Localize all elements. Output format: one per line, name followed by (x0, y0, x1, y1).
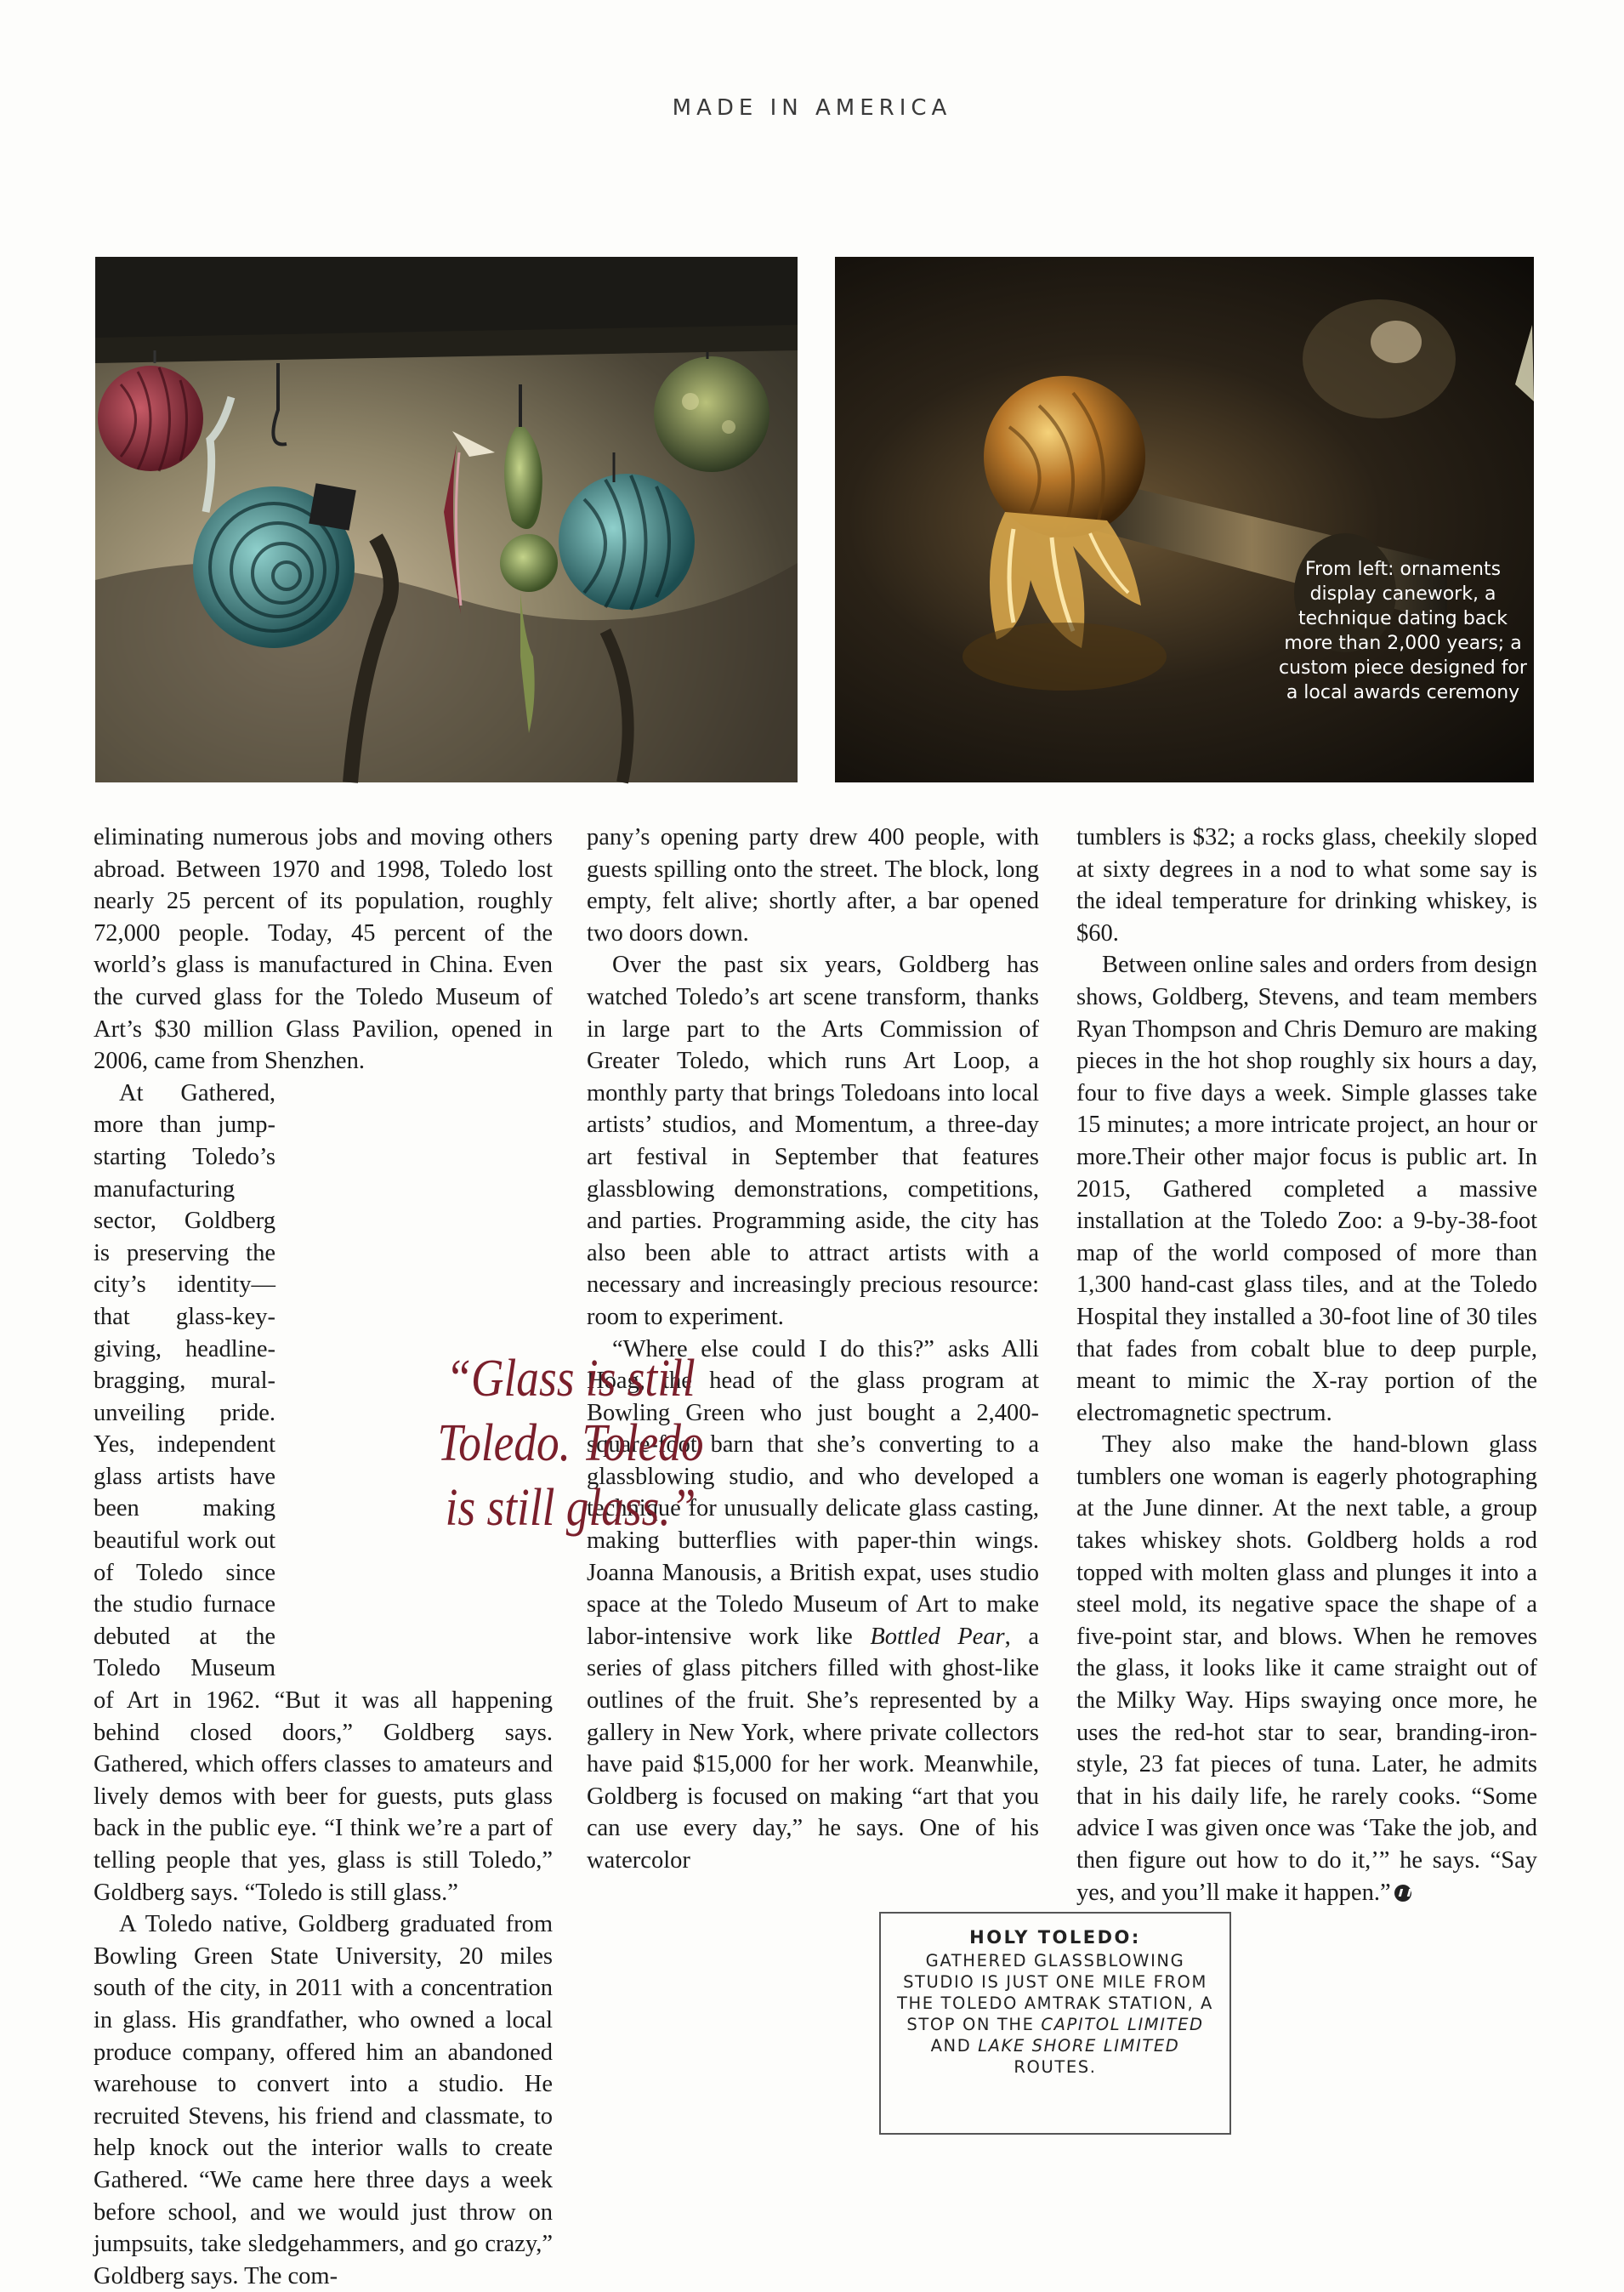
article-column-1 (94, 822, 553, 2292)
paragraph: At Gathered, more than jump-starting Toledo’s manufacturing sector, Goldberg is preserving the city’s identity—that glass-key-giving, headline-bragging, mural-unveiling pride. Yes, independent glass artists have been making beautiful work out of Toledo since the studio furnace debuted at the Toledo Museum of Art in 1962. “But it was all happening behind closed doors,” Goldberg says. Gathered, which offers classes to amateurs and lively demos with beer for guests, puts glass back in the public eye. “I think we’re a part of telling people that yes, glass is still Toledo,” Goldberg says. “Toledo is still glass.” (94, 1079, 553, 1906)
end-of-story-icon (1394, 1885, 1411, 1902)
pull-quote: “Glass is still Toledo. Toledo is still glass.” (437, 1350, 704, 1537)
paragraph: eliminating numerous jobs and moving others abroad. Between 1970 and 1998, Toledo lost nearly 25 percent of its population, roughly 72,000 people. Today, 45 percent of the world’s glass is manufactured in China. Even the curved glass for the Toledo Museum of Art’s $30 million Glass Pavilion, opened in 2006, came from Shenzhen. (94, 824, 553, 1075)
glass-sculpture-photo (835, 257, 1534, 782)
sidebar-title: HOLY TOLEDO: (969, 1927, 1141, 1948)
paragraph: “Where else could I do this?” asks Alli Hoag, the head of the glass program at Bowling Green who just bought a 2,400-square-foot barn that she’s converting to a glassblowing studio, and who developed a technique for unusually delicate glass casting, making butterflies with paper-thin wings. Joanna Manousis, a British expat, uses studio space at the Toledo Museum of Art to make labor-intensive work like Bottled Pear, a series of glass pitchers filled with ghost-like outlines of the fruit. She’s represented by a gallery in New York, where private collectors have paid $15,000 for her work. Meanwhile, Goldberg is focused on making “art that you can use every day,” he says. One of his watercolor (587, 1335, 1039, 1874)
sidebar-body: GATHERED GLASSBLOWING STUDIO IS JUST ONE MILE FROM THE TOLEDO AMTRAK STATION, A STOP ON THE CAPITOL LIMITED AND LAKE SHORE LIMITED ROUTES. (897, 1951, 1213, 2077)
article-column-3 (1076, 822, 1537, 1908)
paragraph: A Toledo native, Goldberg graduated from Bowling Green State University, 20 miles south of the city, in 2011 with a concentration in glass. His grandfather, who owned a local produce company, offered him an abandoned warehouse to convert into a studio. He recruited Stevens, his friend and classmate, to help knock out the interior walls to create Gathered. “We came here three days a week before school, and we would just throw on jumpsuits, take sledgehammers, and go crazy,” Goldberg says. The com- (94, 1911, 553, 2289)
paragraph: Over the past six years, Goldberg has watched Toledo’s art scene transform, thanks in large part to the Arts Commission of Greater Toledo, which runs Art Loop, a monthly party that brings Toledoans into local artists’ studios, and Momentum, a three-day art festival in September that features glassblowing demonstrations, competitions, and parties. Programming aside, the city has also been able to attract artists with a necessary and increasingly precious resource: room to experiment. (587, 952, 1039, 1330)
section-header: MADE IN AMERICA (672, 95, 952, 121)
paragraph: Between online sales and orders from design shows, Goldberg, Stevens, and team members Ryan Thompson and Chris Demuro are making pieces in the hot shop roughly six hours a day, four to five days a week. Simple glasses take 15 minutes; a more intricate project, an hour or more.Their other major focus is public art. In 2015, Gathered completed a massive installation at the Toledo Zoo: a 9-by-38-foot map of the world composed of more than 1,300 hand-cast glass tiles, and at the Toledo Hospital they installed a 30-foot line of 30 tiles that fades from cobalt blue to deep purple, meant to mimic the X-ray portion of the electromagnetic spectrum. (1076, 952, 1537, 1426)
info-sidebar (879, 1912, 1231, 2135)
glass-ornaments-photo (95, 257, 798, 782)
paragraph: They also make the hand-blown glass tumblers one woman is eagerly photographing at the June dinner. At the next table, a group takes whiskey shots. Goldberg holds a rod topped with molten glass and plunges it into a steel mold, its negative space the shape of a five-point star, and blows. When he removes the glass, it looks like it came straight out of the Milky Way. Hips swaying once more, he uses the red-hot star to sear, branding-iron-style, 23 fat pieces of tuna. Later, he admits that in his daily life, he rarely cooks. “Some advice I was given once was ‘Take the job, and then figure out how to do it,’” he says. “Say yes, and you’ll make it happen.” (1076, 1431, 1537, 1906)
paragraph: tumblers is $32; a rocks glass, cheekily sloped at sixty degrees in a nod to what some say is the ideal temperature for drinking whiskey, is $60. (1076, 824, 1537, 947)
paragraph: pany’s opening party drew 400 people, with guests spilling onto the street. The block, long empty, felt alive; shortly after, a bar opened two doors down. (587, 824, 1039, 947)
photo-caption: From left: ornaments display canework, a technique dating back more than 2,000 years; a custom piece designed for a local awards ceremony (1279, 559, 1527, 703)
